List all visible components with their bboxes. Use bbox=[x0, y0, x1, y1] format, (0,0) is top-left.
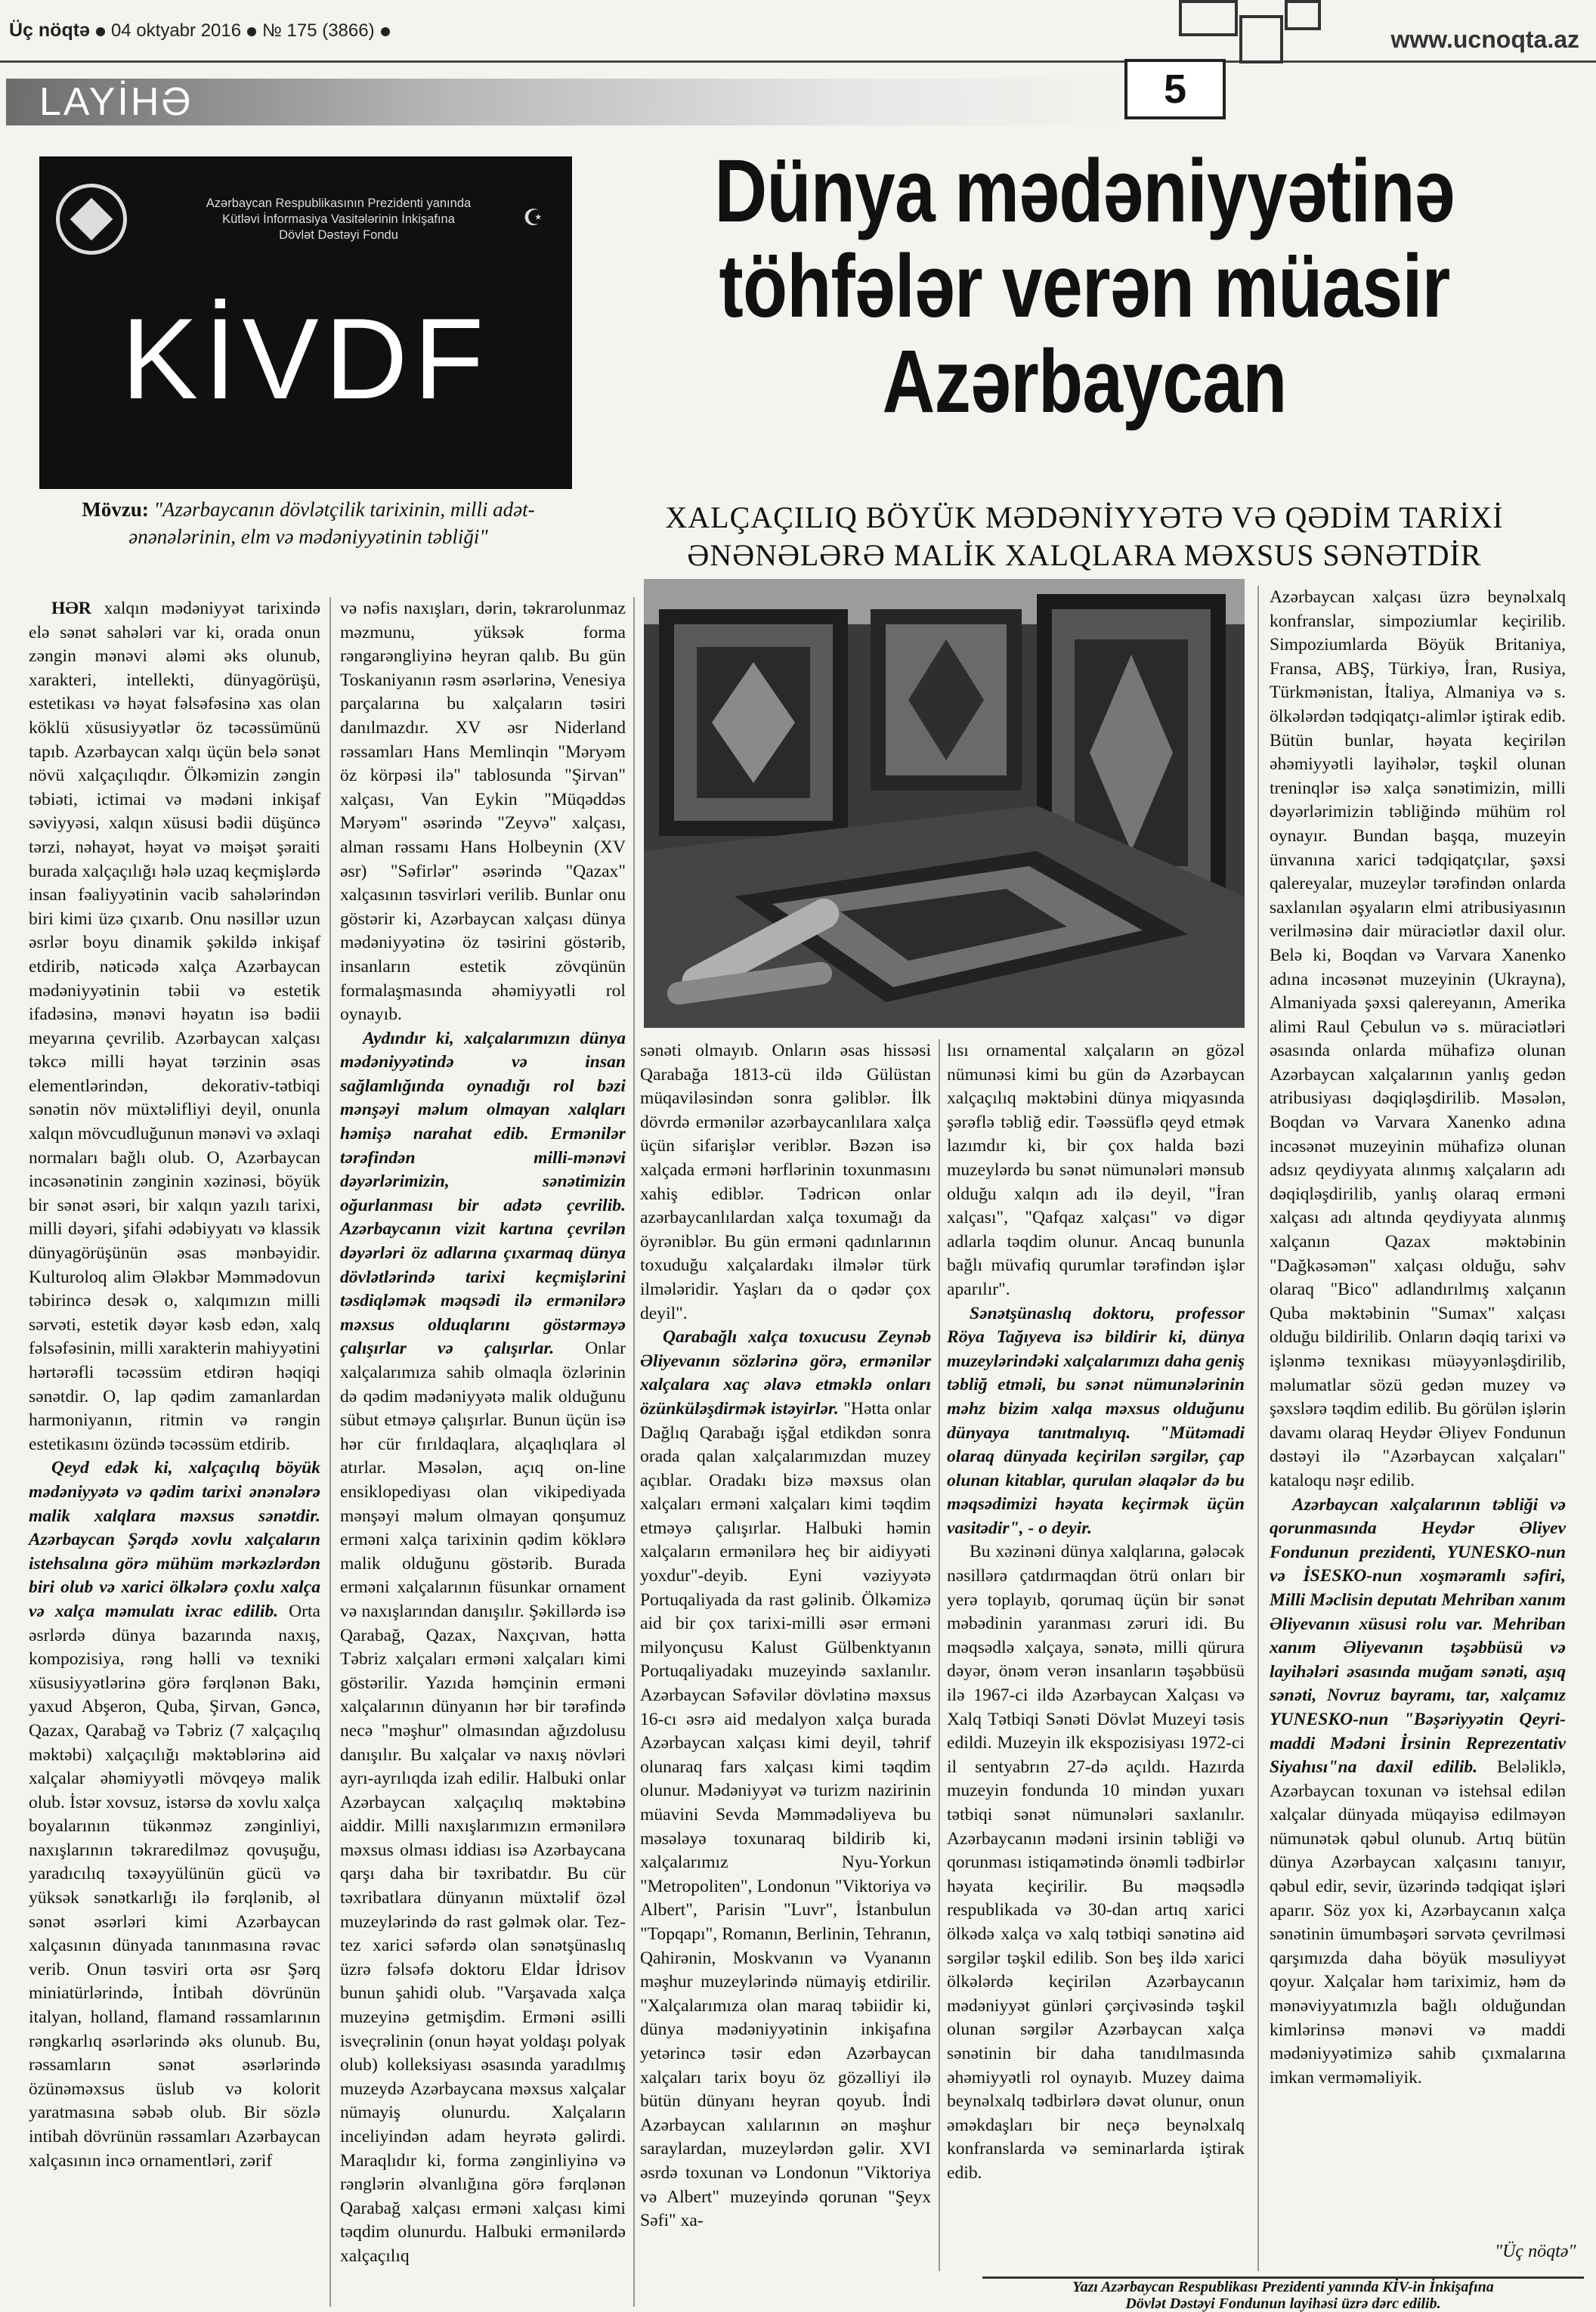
fund-name bbox=[135, 196, 543, 243]
topic-label: Mövzu: bbox=[82, 498, 149, 521]
issue-number: № 175 (3866) bbox=[262, 20, 375, 41]
issue-date: 04 oktyabr 2016 bbox=[110, 20, 242, 41]
crescent-star-icon: ☪ bbox=[523, 206, 543, 231]
emphasis-paragraph: Qeyd edək ki, xalçaçılıq böyük mədəniyyətə və qədim tarixi ənənələrə malik xalqlara məxsus sənətdir. Azərbaycan Şərqdə xovlu xalçaların istehsalına görə mühüm mərkəzlərdən biri olub və xarici ölkələrə çoxlu xalça və xalça məmulatı ixrac edilib. bbox=[29, 1458, 320, 1621]
fund-name-line: Dövlət Dəstəyi Fondu bbox=[279, 228, 398, 242]
emphasis-paragraph: Azərbaycan xalçalarının təbliği və qorunmasında Heydər Əliyev Fondunun prezidenti, YUNESKO-nun və İSESKO-nun xoşməramlı səfiri, Milli Məclisin deputatı Mehriban xanım Əliyevanın xüsusi rolu var. Mehriban xanım Əliyevanın təşəbbüsü və layihələri əsasında muğam sənəti, aşıq sənəti, Novruz bayramı, tar, xalçamız YUNESKO-nun "Bəşəriyyətin Qeyri-maddi Mədəni İrsinin Reprezentativ Siyahısı"na daxil edilib. bbox=[1270, 1494, 1566, 1778]
website-link[interactable]: www.ucnoqta.az bbox=[1390, 26, 1579, 53]
column-divider bbox=[329, 597, 331, 2307]
topic-line bbox=[44, 496, 573, 550]
paragraph: Azərbaycan xalçası üzrə beynəlxalq konfranslar, simpoziumlar keçirilib. Simpoziumlarda Böyük Britaniya, Fransa, ABŞ, Türkiyə, İran, Rusiya, Türkmənistan, İtaliya, Almaniya və s. ölkələrdən tədqiqatçı-alimlər iştirak edib. Bütün bunlar, həyata keçirilən əhəmiyyətli layihələr, təşkil olunan treninqlər isə xalça sənətimizin, milli dəyərlərimizin təbliğində mühüm rol oynayır. Bundan başqa, muzeyin ünvanına xarici tədqiqatçılar, şəxsi qalereyalar, muzeylər tərəfindən onlarda saxlanılan əşyaların elmi atribusiyasının verilməsinə dair müraciətlər daxil olur. Belə ki, Boqdan və Varvara Xanenko adına incəsənət muzeyinin (Ukrayna), Almaniyada şəxsi qalereyanın, Amerika alimi Raul Çebulun və s. müraciətləri əsasında onlarda mühafizə olunan Azərbaycan xalçalarının yanlış gedən atribusiyası dəqiqləşdirilib. Məsələn, Boqdan və Varvara Xanenko adına incəsənət muzeyinin mühafizə olunan adsız qeydiyyata alınmış xalçaların adı dəqiqləşdirilib, yanlış olaraq erməni xalçası adı altında qeydiyyata alınmış xalçanın Qazax məktəbinin "Dağkəsəmən" xalçası olduğu, səhv olaraq "Bico" adlandırılmış xalçanın Quba məktəbinin "Sumax" xalçası olduğu bildirilib. Onların dəqiq tarixi və işlənmə texnikası müəyyənləşdirilib, məlumatlar sözü gedən muzey və şəxslərə təqdim edilib. Bu görülən işlərin davamı olaraq Heydər Əliyev Fondunun dəstəyi ilə "Azərbaycan xalçaları" kataloqu nəşr edilib. bbox=[1270, 587, 1566, 1490]
lead-word: HƏR bbox=[51, 599, 91, 618]
article-column-5 bbox=[1270, 586, 1566, 2090]
article-column-4 bbox=[947, 1039, 1245, 2186]
article-column-2 bbox=[340, 597, 626, 2269]
headline-line: Dünya mədəniyyətinə bbox=[714, 141, 1455, 241]
kivdf-logo-block bbox=[39, 156, 572, 489]
headline-line: töhfələr verən müasir bbox=[719, 237, 1450, 336]
headline bbox=[679, 141, 1490, 432]
star-emblem-icon bbox=[56, 184, 127, 255]
carpet-photo bbox=[644, 579, 1245, 1028]
bullet-icon bbox=[96, 27, 105, 36]
emphasis-paragraph: Aydındır ki, xalçalarımızın dünya mədəniyyətində və insan sağlamlığında oynadığı rol bəzi mənşəyi məlum olmayan xalqları həmişə narahat edib. Ermənilər tərəfindən milli-mənəvi dəyərlərimizin, sənətimizin oğurlanması bir adətə çevrilib. Azərbaycanın vizit kartına çevrilən dəyərləri öz adlarına çıxarmaq dünya dövlətlərində tarixi keçmişlərini təsdiqləmək məqsədi ilə ermənilərə məxsus olduqlarını göstərməyə çalışırlar və çalışırlar. bbox=[340, 1028, 626, 1359]
top-rule bbox=[0, 60, 1124, 63]
paragraph: xalqın mədəniyyət tarixində elə sənət sahələri var ki, orada onun zəngin mənəvi aləmi əks olunub, xarakteri, intellekti, dünyagörüşü, estetikası və həyat fəlsəfəsinə xas olan köklü xüsusiyyətlər öz təcəssümünü tapıb. Azərbaycan xalqı üçün belə sənət növü xalçaçılıqdır. Ölkəmizin zəngin təbiəti, ictimai və mədəni inkişaf səviyyəsi, xalqın xüsusi bədii düşüncə tərzi, nəhayət, həyat və məişət şəraiti burada xalçaçılığı hələ uzaq keçmişlərdə insan fəaliyyətinin vacib sahələrindən biri kimi üzə çıxarıb. Onu nəsillər uzun əsrlər boyu dinamik şəkildə inkişaf etdirib, nəticədə xalça Azərbaycan mədəniyyətinin təbii və estetik ifadəsinə, mənəvi həyatın isə bədii meyarına çevrilib. Azərbaycan xalçası təkcə milli həyat tərzinin əsas elementlərindən, dekorativ-tətbiqi sənətin növ müxtəlifliyi deyil, onunla xalqın mövcudluğunun mənəvi və əxlaqi normaları bağlı olub. O, Azərbaycan incəsənətinin zənginin xəzinəsi, böyük bir sənət əsəri, bir xalqın yazılı tarixi, milli dəyəri, şifahi ədəbiyyatı və klassik dünyagörüşünün əsas mənbəyidir. Kulturoloq alim Ələkbər Məmmədovun təbirincə desək o, xalqımızın milli sərvəti, estetik dəyər kəsb edən, xalq fəlsəfəsinin, milli xarakterin mahiyyətini hərtərəfli təcəssüm etdirən həqiqi sənətdir. O, lap qədim zamanlardan harmoniyanın, ritmin və rəngin estetikasını özündə təcəssüm etdirib. bbox=[29, 599, 320, 1454]
article-column-3 bbox=[640, 1039, 931, 2233]
footnote-line: Yazı Azərbaycan Respublikası Prezidenti yanında KİV-in İnkişafına bbox=[1072, 2279, 1494, 2295]
fund-name-line: Kütləvi İnformasiya Vasitələrinin İnkişafına bbox=[222, 212, 455, 226]
project-footnote bbox=[982, 2276, 1584, 2312]
section-label: LAYİHƏ bbox=[6, 79, 1124, 125]
subheadline-line: ƏNƏNƏLƏRƏ MALİK XALQLARA MƏXSUS SƏNƏTDİR bbox=[687, 538, 1482, 572]
decorative-square bbox=[1179, 0, 1238, 36]
paragraph: Bu xəzinəni dünya xalqlarına, gələcək nəsillərə çatdırmaqdan ötrü onları bir yerə toplayıb, qorumaq üçün bir sənət məbədinin yaranması zəruri idi. Bu məqsədlə xalçaya, sənətə, milli qürura dəyər, önəm verən insanların təşəbbüsü ilə 1967-ci ildə Azərbaycan Xalçası və Xalq Tətbiqi Sənəti Dövlət Muzeyi təsis edildi. Muzeyin ilk ekspozisiyası 1972-ci il sentyabrın 27-də açıldı. Hazırda muzeyin fondunda 10 mindən yuxarı tətbiqi sənət nümunələri saxlanılır. Azərbaycanın mədəni irsinin təbliği və qorunması istiqamətində önəmli tədbirlər həyata keçirilir. Bu məqsədlə respublikada və 30-dan artıq xarici ölkədə xalça və xalq tətbiqi sənətinə aid sərgilər təşkil edilib. Son beş ildə xarici ölkələrdə keçirilən Azərbaycanın mədəniyyət günləri çərçivəsində təşkil olunan sərgilər Azərbaycan xalça sənətinin bir daha tanıdılmasında əhəmiyyətli rol oynayıb. Muzey daima beynəlxalq tədbirlərə dəvət olunur, onun əməkdaşları bir neçə beynəlxalq konfranslarda və seminarlarda iştirak edib. bbox=[947, 1542, 1245, 2183]
article-column-1 bbox=[29, 597, 320, 2173]
emphasis-paragraph: Sənətşünaslıq doktoru, professor Röya Tağıyeva isə bildirir ki, dünya muzeylərindəki xalçalarımızı daha geniş təbliğ etməli, bu sənət nümunələrinin məhz bizim xalqa məxsus olduğunu dünyaya tanıtmalıyıq. "Mütəmadi olaraq dünyada keçirilən sərgilər, çap olunan kitablar, qurulan əlaqələr də bu məqsədimizi həyata keçirmək üçün vasitədir", - o deyir. bbox=[947, 1303, 1245, 1538]
masthead bbox=[9, 20, 396, 42]
decorative-square bbox=[1285, 0, 1321, 30]
decorative-square bbox=[1239, 15, 1283, 63]
paragraph: Beləliklə, Azərbaycan toxunan və istehsal edilən xalçalar dünyada müqayisə edilməyən nümunətək qəbul olunub. Artıq bütün dünya Azərbaycan xalçasını tanıyır, qəbul edir, sevir, üzərində tədqiqat işləri aparır. Söz yox ki, Azərbaycanın xalça sənətinin ümumbəşəri sərvətə çevrilməsi qarşımızda daha böyük məsuliyyət qoyur. Xalçalar həm tariximiz, həm də mənəviyyatımızla bağlı olduğundan kimlərinsə mənəvi və maddi mədəniyyətimizə sahib çıxmalarına imkan verməməliyik. bbox=[1270, 1757, 1566, 2088]
column-divider bbox=[633, 597, 635, 2307]
subheadline-line: XALÇAÇILIQ BÖYÜK MƏDƏNİYYƏTƏ VƏ QƏDİM TARİXİ bbox=[665, 500, 1504, 534]
subheadline bbox=[589, 499, 1579, 574]
topic-text: "Azərbaycanın dövlətçilik tarixinin, milli adət-ənənələrinin, elm və mədəniyyətinin təbliği" bbox=[128, 498, 535, 548]
carpet-museum-illustration bbox=[644, 579, 1245, 1028]
column-divider bbox=[939, 1039, 940, 2271]
footnote-line: Dövlət Dəstəyi Fondunun layihəsi üzrə dərc edilib. bbox=[1125, 2295, 1441, 2312]
emphasis-paragraph: Qarabağlı xalça toxucusu Zeynəb Əliyevanın sözlərinə görə, ermənilər xalçalara xaç əlavə etməklə onları özünküləşdirmək istəyirlər. bbox=[640, 1327, 931, 1419]
paragraph: və nəfis naxışları, dərin, təkrarolunmaz məzmunu, yüksək forma rəngarəngliyinə heyran qalıb. Bu gün Toskaniyanın rəsm əsərlərinə, Venesiya parçalarına bu xalçaların təsiri danılmazdır. XV əsr Niderland rəssamları Hans Memlinqin "Məryəm öz körpəsi ilə" tablosunda "Şirvan" xalçası, Van Eykin "Müqəddəs Məryəm" əsərində "Zeyvə" xalçası, alman rəssamı Hans Holbeynin (XV əsr) "Səfirlər" əsərində "Qazax" xalçasının təsvirləri verilib. Bunlar onu göstərir ki, Azərbaycan xalçası dünya mədəniyyətinə öz təsirini göstərib, insanların estetik zövqünün formalaşmasında əhəmiyyətli rol oynayıb. bbox=[340, 599, 626, 1025]
headline-line: Azərbaycan bbox=[882, 332, 1287, 432]
column-divider bbox=[1257, 586, 1259, 2271]
fund-acronym: KİVDF bbox=[121, 295, 490, 423]
bullet-icon bbox=[381, 27, 390, 36]
paragraph: lısı ornamental xalçaların ən gözəl nümunəsi kimi bu gün də Azərbaycan xalçaçılıq məktəbini dünya miqyasında şərəflə təbliğ edir. Təəssüflə qeyd etmək lazımdır ki, bir çox halda bəzi muzeylərdə bu sənət nümunələri mənsub olduğu xalqın adı ilə deyil, "İran xalçası", "Qafqaz xalçası" və digər adlarla təqdim olunur. Ancaq bununla bağlı müvafiq qurumlar tərəfindən işlər aparılır". bbox=[947, 1041, 1245, 1299]
bullet-icon bbox=[247, 27, 256, 36]
fund-name-line: Azərbaycan Respublikasının Prezidenti yanında bbox=[206, 197, 472, 210]
paragraph: Onlar xalçalarımıza sahib olmaqla özlərinin də qədim mədəniyyətə malik olduğunu sübut etməyə çalışırlar. Bunun üçün isə hər cür fırıldaqlara, alçaqlıqlara əl atırlar. Məsələn, açıq on-line ensiklopediyası olan vikipediyada mənşəyi məlum olmayan qonşumuz erməni xalça tarixinin qədim köklərə malik olduğunu göstərib. Burada erməni xalçalarının füsunkar ornament və naxışlarından danışılır. Şəkillərdə isə Qarabağ, Qazax, Naxçıvan, hətta Təbriz xalçaları erməni xalçaları kimi göstərilir. Yazıda həmçinin erməni xalçalarının dünyanın hər bir tərəfində necə "məşhur" olmasından ağızdolusu danışılır. Bu xalçalar və naxış növləri ayrı-ayrılıqda izah edilir. Halbuki onlar Azərbaycan xalçaçılıq məktəbinə aiddir. Milli naxışlarımızın ermənilərə məxsus olması iddiası isə Azərbaycana qarşı daha bir təxribatdır. Bu cür təxribatlara dünyanın müxtəlif özəl muzeylərində də rast gəlmək olar. Tez-tez xarici səfərdə olan sənətşünaslıq üzrə fəlsəfə doktoru Eldar İdrisov bunun şahidi olub. "Varşavada xalça muzeyinə getmişdim. Erməni əsilli isveçrəlinin (onun həyat yoldaşı polyak olub) kolleksiyası əsasında yaradılmış muzeydə Azərbaycana məxsus xalçalar nümayiş olunurdu. Xalçaların inceliyindən adam heyrətə gəlirdi. Maraqlıdır ki, forma zənginliyinə və rənglərin əlvanlığına görə fərqlənən Qarabağ xalçası erməni xalçası kimi təqdim olunurdu. Halbuki ermənilərdə xalçaçılıq bbox=[340, 1339, 626, 2266]
paper-name: Üç nöqtə bbox=[9, 20, 90, 41]
paragraph: "Hətta onlar Dağlıq Qarabağı işğal etdikdən sonra orada qalan xalçalarımızdan muzey açıblar. Oradakı bizə məxsus olan xalçaları erməni xalçaları kimi təqdim etməyə çalışırlar. Halbuki həmin xalçaların ermənilərə heç bir aidiyyəti yoxdur"-deyib. Eyni vəziyyətə Portuqaliyada da rast gəlinib. Ölkəmizə aid bir çox tarixi-milli əsər erməni milyonçusu Kalust Gülbenktyanın Portuqaliyadakı muzeyində saxlanılır. Azərbaycan Səfəvilər dövlətinə məxsus 16-cı əsrə aid medalyon xalça burada Azərbaycan xalçası kimi deyil, təhrif olunaraq fars xalçası kimi təqdim olunur. Mədəniyyət və turizm nazirinin müavini Sevda Məmmədəliyeva bu məsələyə toxunaraq bildirib ki, xalçalarımız Nyu-Yorkun "Metropoliten", Londonun "Viktoriya və Albert", Parisin "Luvr", İstanbulun "Topqapı", Romanın, Berlinin, Tehranın, Qahirənin, Moskvanın və Vyananın məşhur muzeylərində nümayiş etdirilir. "Xalçalarımıza olan maraq təbiidir ki, dünya mədəniyyətinin inkişafına yetərincə təsir edən Azərbaycan xalçaları tarix boyu öz gözəlliyi ilə bütün dünyanı heyran qoyub. İndi Azərbaycan xalılarının ən məşhur saraylardan, muzeylərdən gəlir. XVI əsrdə toxunan və Londonun "Viktoriya və Albert" muzeyində qorunan "Şeyx Səfi" xa- bbox=[640, 1398, 931, 2231]
paragraph: sənəti olmayıb. Onların əsas hissəsi Qarabağa 1813-cü ildə Gülüstan müqaviləsindən sonra gəliblər. İlk dövrdə ermənilər azərbaycanlılara xalça üçün sifarişlər veriblər. Bəzən isə xalçada erməni hərflərinin toxunmasını xahiş ediblər. Tədricən onlar azərbaycanlılardan xalça toxumağı da öyrəniblər. Bu gün erməni qadınlarının toxuduğu xalçalardakı ilmələr türk ilmələridir. Yaşları da o qədər çox deyil". bbox=[640, 1041, 931, 1323]
paragraph: Orta əsrlərdə dünya bazarında naxış, kompozisiya, rəng həlli və texniki xüsusiyyətlərinə görə fərqlənən Bakı, yaxud Abşeron, Quba, Şirvan, Gəncə, Qazax, Qarabağ və Təbriz (7 xalçaçılıq məktəbi) xalçaçılığı məktəblərinə aid xalçalar əhəmiyyətli mövqeyə malik olub. İstər xovsuz, istərsə də xovlu xalça boyalarının tükənməz zənginliyi, naxışlarının təkraredilməz qovuşuğu, yaradıcılıq təxəyyülünün gücü və yüksək sənətkarlığı ilə fərqlənib, əl sənət əsərləri kimi Azərbaycan xalçasının dünyada tanınmasına rəvac verib. Onun təsviri orta əsr Şərq miniatürlərində, İntibah dövrünün italyan, holland, flamand rəssamlarının rəngkarlıq əsərlərində əks olunub. Bu, rəssamların sənət əsərlərində özünəməxsus üslub və kolorit yaratmasına səbəb olub. Bir sözlə intibah dövrünün rəssamları Azərbaycan xalçasının incə ornamentləri, zərif bbox=[29, 1601, 320, 2171]
page-number: 5 bbox=[1124, 59, 1226, 119]
source-credit: "Üç nöqtə" bbox=[1495, 2242, 1576, 2261]
